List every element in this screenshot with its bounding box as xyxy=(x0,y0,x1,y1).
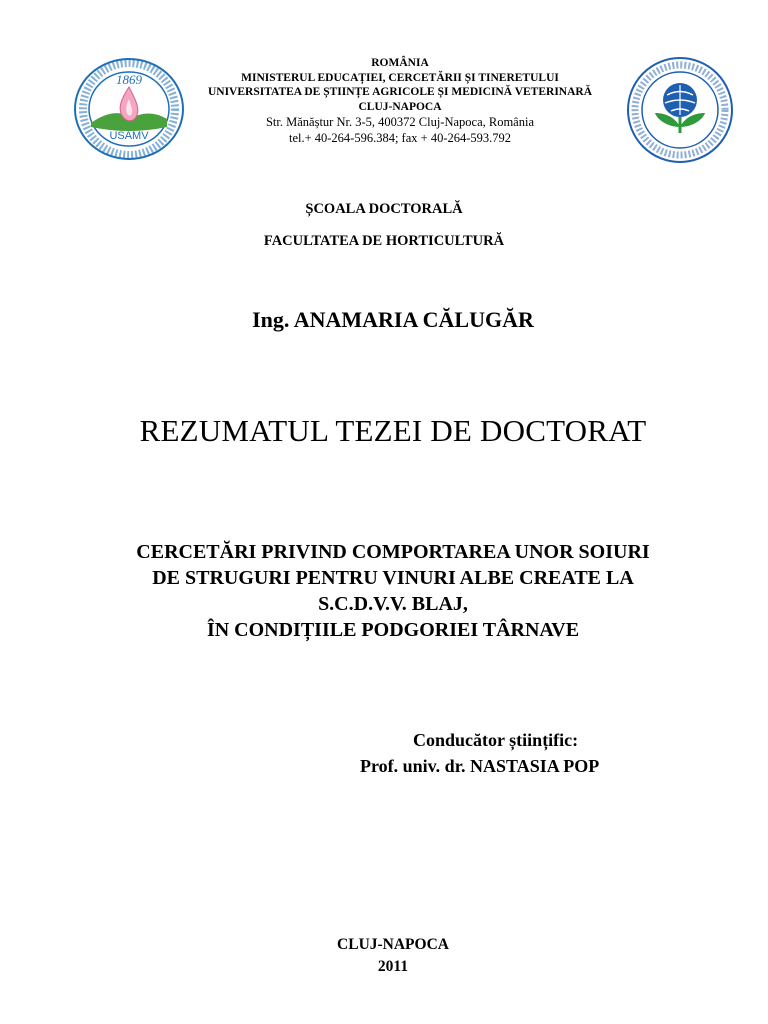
footer-year: 2011 xyxy=(377,958,409,975)
logo-year: 1869 xyxy=(116,72,142,87)
country-name: ROMÂNIA xyxy=(371,57,429,69)
ministry-name: MINISTERUL EDUCAȚIEI, CERCETĂRII ȘI TINERETULUI xyxy=(241,71,559,84)
university-city: CLUJ-NAPOCA xyxy=(358,100,442,113)
university-contact: tel.+ 40-264-596.384; fax + 40-264-593.792 xyxy=(288,131,512,145)
advisor-name: Prof. univ. dr. NASTASIA POP xyxy=(360,756,600,776)
university-name: UNIVERSITATEA DE ȘTIINȚE AGRICOLE ȘI MEDICINĂ VETERINARĂ xyxy=(207,86,593,98)
author-name: Ing. ANAMARIA CĂLUGĂR xyxy=(252,307,534,332)
university-address: Str. Mănăștur Nr. 3-5, 400372 Cluj-Napoca, România xyxy=(265,115,535,129)
horticulture-faculty-logo-icon xyxy=(625,55,735,165)
document-title: REZUMATUL TEZEI DE DOCTORAT xyxy=(139,413,647,448)
thesis-title-line: DE STRUGURI PENTRU VINURI ALBE CREATE LA xyxy=(152,567,634,589)
scientific-advisor xyxy=(360,727,599,779)
thesis-title-line: CERCETĂRI PRIVIND COMPORTAREA UNOR SOIURI xyxy=(136,541,650,563)
footer-city: CLUJ-NAPOCA xyxy=(337,936,449,953)
logo-acronym: USAMV xyxy=(109,130,149,142)
institution-header xyxy=(180,56,620,146)
faculty-name: FACULTATEA DE HORTICULTURĂ xyxy=(263,233,505,249)
cover-footer xyxy=(0,934,768,978)
advisor-label: Conducător științific: xyxy=(413,730,579,750)
usamv-logo-icon xyxy=(73,57,185,161)
doctoral-school: ȘCOALA DOCTORALĂ xyxy=(305,201,463,217)
thesis-title xyxy=(0,539,768,643)
thesis-title-line: ÎN CONDIȚIILE PODGORIEI TÂRNAVE xyxy=(206,619,580,641)
thesis-title-line: S.C.D.V.V. BLAJ, xyxy=(318,593,468,615)
